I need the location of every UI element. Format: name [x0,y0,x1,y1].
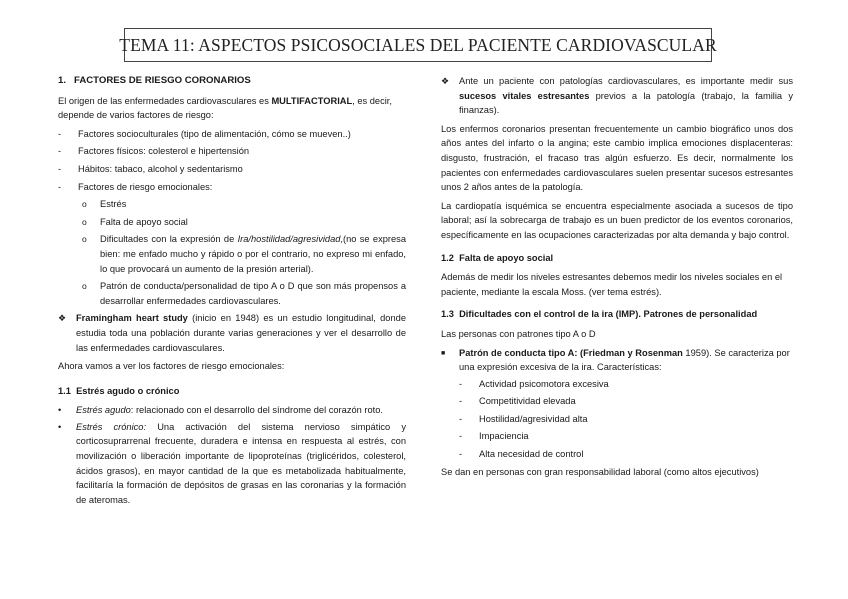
characteristic-item: - Impaciencia [459,431,529,442]
paragraph-ademas: Además de medir los niveles estresantes debemos medir los niveles sociales en el paciente, mediante la escala Moss. (ver tema estrés). [441,272,783,297]
risk-factor-item: - Hábitos: tabaco, alcohol y sedentarismo [58,163,243,174]
paragraph-final: Se dan en personas con gran responsabilidad laboral (como altos ejecutivos) [441,466,759,477]
emotional-factor-item: o Falta de apoyo social [82,216,188,227]
section-1-heading: 1. FACTORES DE RIESGO CORONARIOS [58,75,251,86]
pattern-a-item: ■ Patrón de conducta tipo A: (Friedman y Rosenman 1959). Se caracteriza por una expresión excesiva de la ira. Características: [441,347,790,373]
risk-factor-item: - Factores socioculturales (tipo de alimentación, cómo se mueven..) [58,128,351,139]
framingham-note: ❖ Framingham heart study (inicio en 1948) es un estudio longitudinal, donde estudia toda una población durante varias generaciones y ver el desarrollo de las enfermedades cardiovasculares. [58,313,406,353]
page-title: TEMA 11: ASPECTOS PSICOSOCIALES DEL PACIENTE CARDIOVASCULAR [119,34,717,55]
section-1-1-heading: 1.1 Estrés agudo o crónico [58,385,180,396]
stressful-events-note: ❖ Ante un paciente con patologías cardiovasculares, es importante medir sus sucesos vitales estresantes previos a la patología (trabajo, la familia y finanzas). [441,76,793,116]
paragraph-cardiopatia: La cardiopatía isquémica se encuentra especialmente asociada a sucesos de tipo laboral; así la sobrecarga de trabajo es un buen predictor de los eventos coronarios, específicamente en las ocupaciones caracterizadas por alta demanda y bajo control. [441,200,793,240]
emotional-factor-item: o Estrés [82,199,127,210]
characteristic-item: - Alta necesidad de control [459,449,584,460]
characteristic-item: - Actividad psicomotora excesiva [459,378,609,389]
right-column [441,74,793,483]
section-1-3-heading: 1.3 Dificultades con el control de la ira (IMP). Patrones de personalidad [441,309,758,320]
emotional-factor-item: o Patrón de conducta/personalidad de tipo A o D que son más propensos a desarrollar enfermedades cardiovasculares. [82,281,406,306]
emotional-factor-item: o Dificultades con la expresión de Ira/hostilidad/agresividad,(no se expresa bien: me enfado mucho y rápido o por el contrario, no expreso mi enfado, lo que provocará un aumento de la presión arterial). [82,234,406,274]
section-1-intro: El origen de las enfermedades cardiovasculares es MULTIFACTORIAL, es decir, depende de varios factores de riesgo: [58,95,392,121]
paragraph-enfermos: Los enfermos coronarios presentan frecuentemente un cambio biográfico unos dos años antes del infarto o la angina; este cambio implica emociones displacenteras: disgusto, frustración, el fracaso tras algún esfuerzo. Es decir, normalmente los pacientes con enfermedades cardiovasculares suelen presentar sucesos estresantes unos 2 años antes de la patología. [441,123,793,193]
left-column [58,74,406,509]
stress-item: • Estrés agudo: relacionado con el desarrollo del síndrome del corazón roto. [58,405,383,416]
risk-factor-item: - Factores de riesgo emocionales: [58,181,213,192]
stress-item: • Estrés crónico: Una activación del sistema nervioso simpático y corticosuprarrenal frecuente, duradera e intensa en respuesta al estrés, con movilización o liberación importante de lipoproteínas (triglicéridos, colesterol, ácidos grasos), en mayor cantidad de la que es metabolizada habitualmente, facilitaría la formación de depósitos de grasas en las coronarias y la formación de ateromas. [58,421,406,505]
characteristic-item: - Competitividad elevada [459,396,576,407]
section-1-2-heading: 1.2 Falta de apoyo social [441,252,554,263]
characteristic-item: - Hostilidad/agresividad alta [459,413,588,424]
paragraph-personas: Las personas con patrones tipo A o D [441,328,596,339]
title-box [119,28,717,62]
emotional-intro: Ahora vamos a ver los factores de riesgo emocionales: [58,361,285,372]
risk-factor-item: - Factores físicos: colesterol e hipertensión [58,146,250,157]
